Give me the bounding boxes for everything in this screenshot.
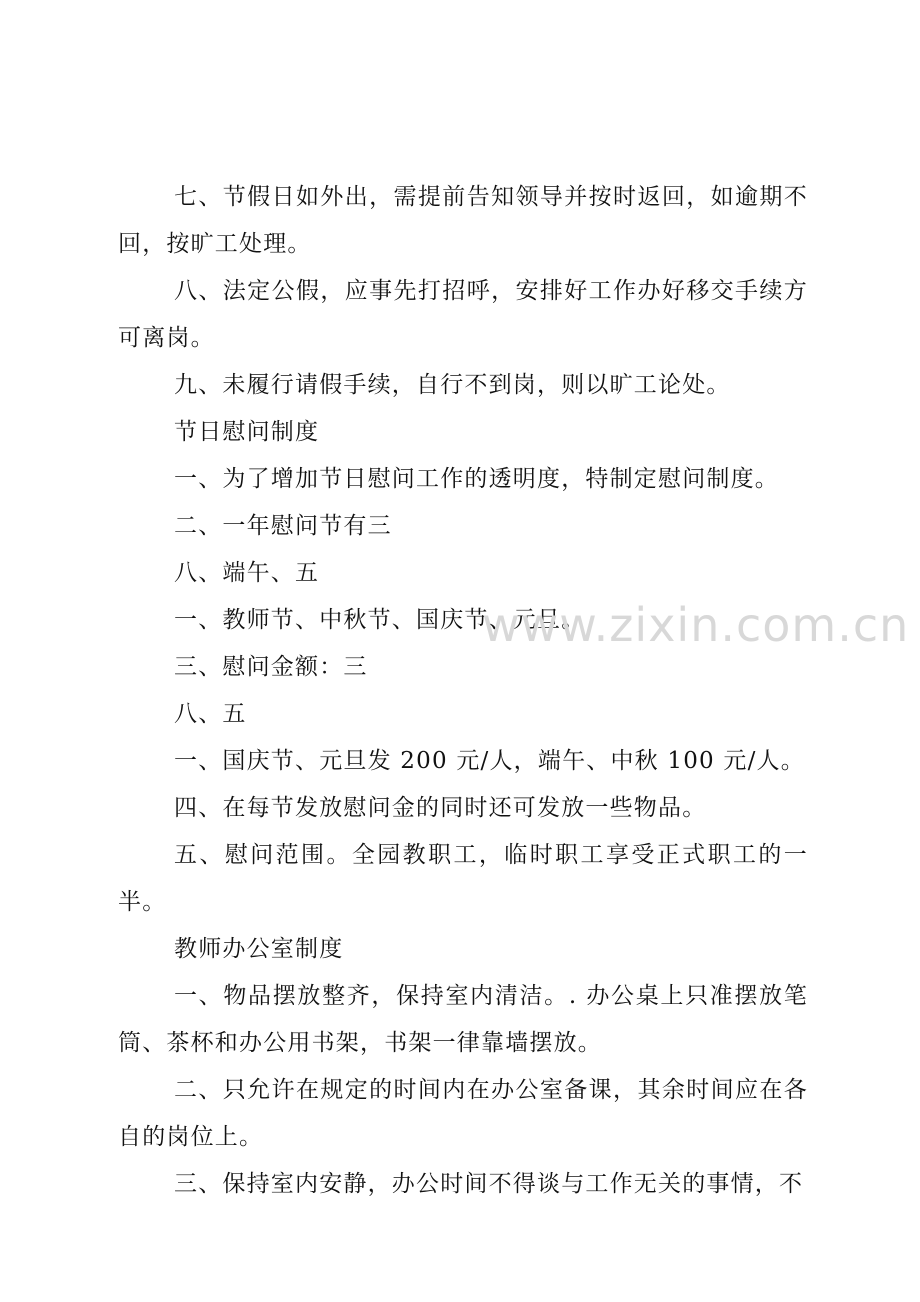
paragraph-office-hours: 二、只允许在规定的时间内在办公室备课，其余时间应在各自的岗位上。 [118, 1077, 808, 1150]
paragraph-leave-travel: 七、节假日如外出，需提前告知领导并按时返回，如逾期不回，按旷工处理。 [118, 184, 808, 257]
paragraph-office-quiet: 三、保持室内安静，办公时间不得谈与工作无关的事情，不 [174, 1171, 804, 1197]
paragraph-amount: 三、慰问金额：三 [174, 654, 368, 680]
paragraph-scope: 五、慰问范围。全园教职工，临时职工享受正式职工的一半。 [118, 842, 808, 915]
paragraph-transparency: 一、为了增加节日慰问工作的透明度，特制定慰问制度。 [174, 466, 779, 492]
paragraph-eight-five: 八、五 [174, 701, 247, 727]
paragraph-office-tidy: 一、物品摆放整齐，保持室内清洁。. 办公桌上只准摆放笔筒、茶杯和办公用书架，书架一律靠墙摆放。 [118, 983, 808, 1056]
paragraph-statutory-leave: 八、法定公假，应事先打招呼，安排好工作办好移交手续方可离岗。 [118, 278, 808, 351]
section-heading-holiday-condolence: 节日慰问制度 [174, 419, 320, 445]
watermark: www.zixin.com.cn [482, 598, 910, 652]
section-heading-teacher-office: 教师办公室制度 [174, 936, 344, 962]
paragraph-absence-rule: 九、未履行请假手续，自行不到岗，则以旷工论处。 [174, 372, 731, 398]
paragraph-gifts: 四、在每节发放慰问金的同时还可发放一些物品。 [174, 795, 707, 821]
paragraph-amount-detail: 一、国庆节、元旦发 200 元/人，端午、中秋 100 元/人。 [174, 748, 805, 774]
paragraph-duanwu: 八、端午、五 [174, 560, 320, 586]
document-body [118, 174, 808, 1208]
paragraph-festival-list: 一、教师节、中秋节、国庆节、元旦。 [174, 607, 586, 633]
paragraph-festival-count: 二、一年慰问节有三 [174, 513, 392, 539]
